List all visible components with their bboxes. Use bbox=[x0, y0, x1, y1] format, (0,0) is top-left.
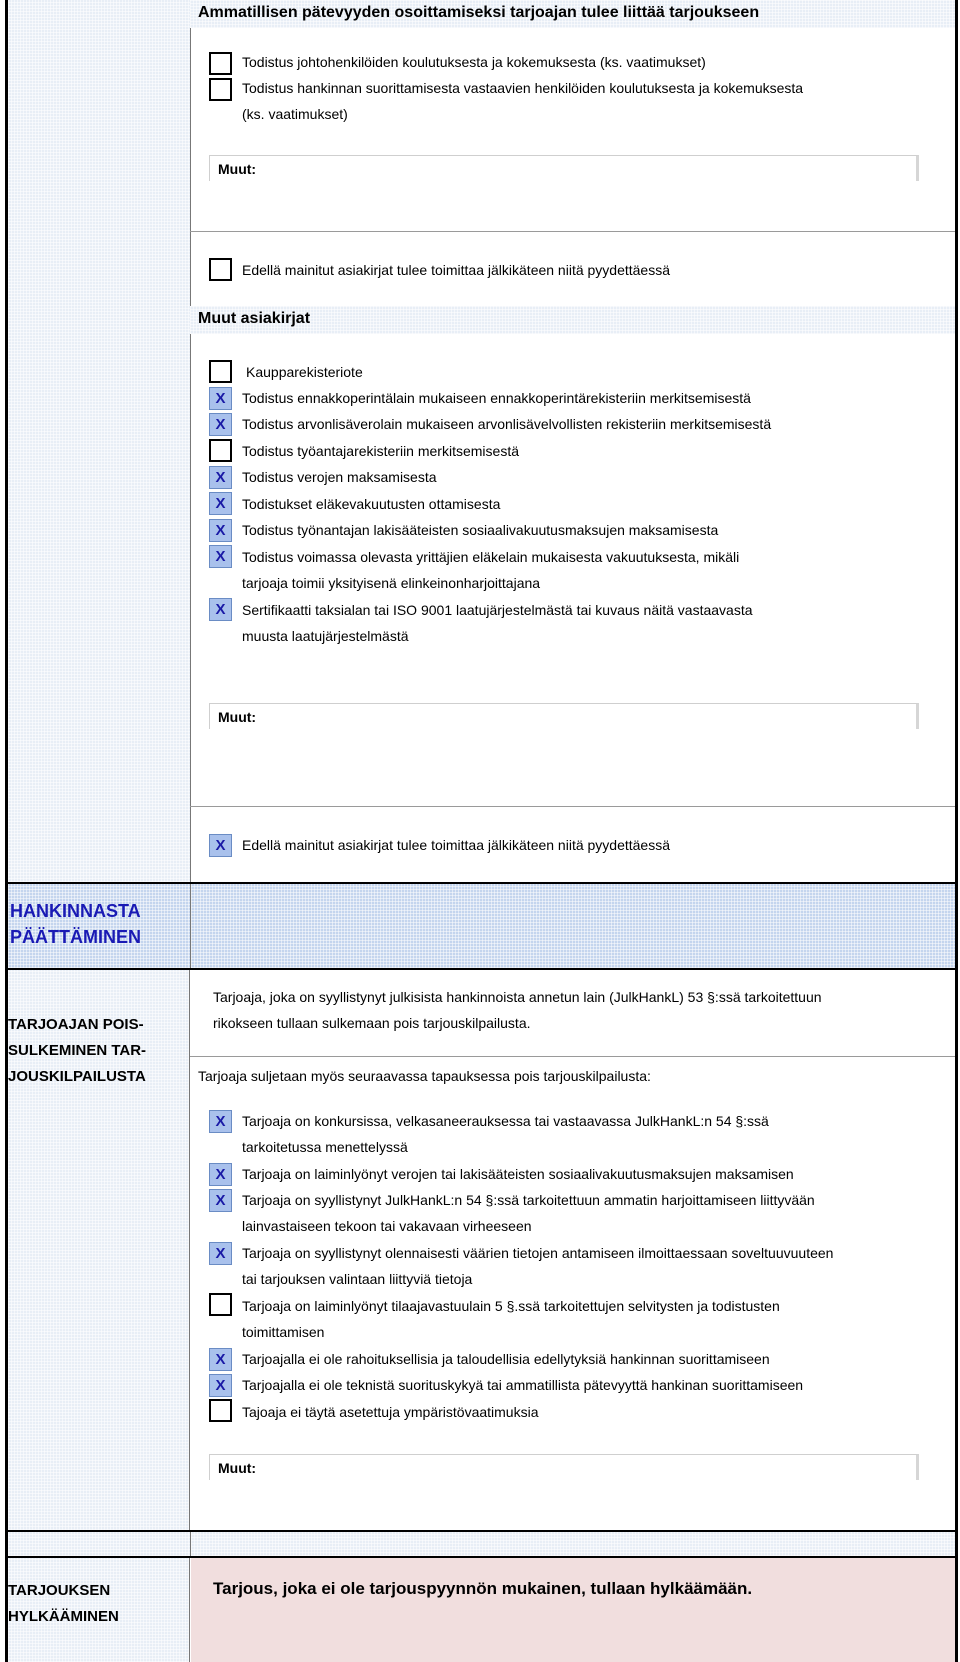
exclusion-also: Tarjoaja suljetaan myös seuraavassa tapauksessa pois tarjouskilpailusta: bbox=[198, 1068, 651, 1084]
item-quality-certificate: Sertifikaatti taksialan tai ISO 9001 laatujärjestelmästä tai kuvaus näitä vastaavasta bbox=[242, 602, 753, 618]
divider bbox=[190, 806, 955, 807]
checkbox-contractor-liability[interactable] bbox=[209, 1293, 232, 1316]
checkbox-employer-register[interactable] bbox=[209, 439, 232, 462]
item-technical-capacity: Tarjoajalla ei ole teknistä suorituskykyä tai ammatillista pätevyyttä hankinan suorittamiseen bbox=[242, 1377, 804, 1393]
item-bankruptcy-continued: tarkoitetussa menettelyssä bbox=[242, 1139, 408, 1155]
item-contractor-liability-continued: toimittamisen bbox=[242, 1324, 325, 1340]
checkbox-environmental[interactable] bbox=[209, 1399, 232, 1422]
item-social-security: Todistus työnantajan lakisääteisten sosiaalivakuutusmaksujen maksamisesta bbox=[242, 522, 719, 538]
decision-title-line2: PÄÄTTÄMINEN bbox=[10, 927, 141, 947]
checkbox-false-information[interactable]: X bbox=[209, 1242, 232, 1265]
item-bankruptcy: Tarjoaja on konkursissa, velkasaneerauksessa tai vastaavassa JulkHankL:n 54 §:ssä bbox=[242, 1113, 769, 1129]
checkbox-bankruptcy[interactable]: X bbox=[209, 1110, 232, 1133]
decision-header-bg bbox=[5, 884, 955, 968]
divider bbox=[190, 884, 191, 968]
divider bbox=[190, 1056, 955, 1057]
checkbox-trade-register[interactable] bbox=[209, 360, 232, 383]
item-professional-misconduct-continued: lainvastaiseen tekoon tai vakavaan virheeseen bbox=[242, 1218, 532, 1234]
section-title-professional: Ammatillisen pätevyyden osoittamiseksi tarjoajan tulee liittää tarjoukseen bbox=[198, 4, 760, 21]
item-trade-register: Kaupparekisteriote bbox=[246, 364, 363, 380]
exclusion-label-line1: TARJOAJAN POIS- bbox=[8, 1016, 144, 1033]
rejection-text-cell bbox=[191, 1558, 955, 1662]
item-staff-training: Todistus hankinnan suorittamisesta vastaavien henkilöiden koulutuksesta ja kokemuksesta bbox=[242, 80, 804, 96]
item-entrepreneur-pension-continued: tarjoaja toimii yksityisenä elinkeinonharjoittajana bbox=[242, 575, 541, 591]
item-false-information-continued: tai tarjouksen valintaan liittyviä tietoja bbox=[242, 1271, 473, 1287]
item-tax-payment: Todistus verojen maksamisesta bbox=[242, 469, 437, 485]
checkbox-prepayment-register[interactable]: X bbox=[209, 387, 232, 410]
item-contractor-liability: Tarjoaja on laiminlyönyt tilaajavastuulain 5 §.ssä tarkoitettujen selvitysten ja todistusten bbox=[242, 1298, 780, 1314]
item-environmental: Tajoaja ei täytä asetettuja ympäristövaatimuksia bbox=[242, 1404, 539, 1420]
checkbox-unpaid-taxes[interactable]: X bbox=[209, 1163, 232, 1186]
exclusion-intro-line2: rikokseen tullaan sulkemaan pois tarjouskilpailusta. bbox=[213, 1015, 531, 1031]
checkbox-pension-insurance[interactable]: X bbox=[209, 492, 232, 515]
exclusion-label-line2: SULKEMINEN TAR- bbox=[8, 1042, 147, 1059]
rejection-label-line2: HYLKÄÄMINEN bbox=[8, 1608, 119, 1625]
item-professional-misconduct: Tarjoaja on syyllistynyt JulkHankL:n 54 §:ssä tarkoitettuun ammatin harjoittamiseen liittyvään bbox=[242, 1192, 815, 1208]
item-entrepreneur-pension: Todistus voimassa olevasta yrittäjien eläkelain mukaisesta vakuutuksesta, mikäli bbox=[242, 549, 740, 565]
muut-field-exclusion[interactable]: Muut: bbox=[209, 1454, 919, 1480]
item-pension-insurance: Todistukset eläkevakuutusten ottamisesta bbox=[242, 496, 501, 512]
checkbox-management-training[interactable] bbox=[209, 52, 232, 75]
divider bbox=[190, 231, 955, 232]
muut-field-other-docs[interactable]: Muut: bbox=[209, 703, 919, 729]
checkbox-deliver-later-other-docs[interactable]: X bbox=[209, 834, 232, 857]
checkbox-entrepreneur-pension[interactable]: X bbox=[209, 545, 232, 568]
decision-title-line1: HANKINNASTA bbox=[10, 901, 141, 921]
checkbox-tax-payment[interactable]: X bbox=[209, 466, 232, 489]
left-label-column bbox=[5, 0, 191, 882]
divider bbox=[190, 1532, 191, 1556]
rejection-label-line1: TARJOUKSEN bbox=[8, 1582, 111, 1599]
checkbox-technical-capacity[interactable]: X bbox=[209, 1374, 232, 1397]
exclusion-intro-line1: Tarjoaja, joka on syyllistynyt julkisista hankinnoista annetun lain (JulkHankL) 53 §:ssä tarkoitettuun bbox=[213, 989, 822, 1005]
item-management-training: Todistus johtohenkilöiden koulutuksesta ja kokemuksesta (ks. vaatimukset) bbox=[242, 54, 706, 70]
item-deliver-later-professional: Edellä mainitut asiakirjat tulee toimittaa jälkikäteen niitä pyydettäessä bbox=[242, 262, 671, 278]
section-band bbox=[5, 1532, 955, 1556]
checkbox-professional-misconduct[interactable]: X bbox=[209, 1189, 232, 1212]
item-employer-register: Todistus työantajarekisteriin merkitsemisestä bbox=[242, 443, 519, 459]
checkbox-quality-certificate[interactable]: X bbox=[209, 598, 232, 621]
rejection-text: Tarjous, joka ei ole tarjouspyynnön mukainen, tullaan hylkäämään. bbox=[213, 1579, 753, 1598]
section-title-other-docs: Muut asiakirjat bbox=[198, 310, 311, 327]
item-prepayment-register: Todistus ennakkoperintälain mukaiseen ennakkoperintärekisteriin merkitsemisestä bbox=[242, 390, 751, 406]
right-border bbox=[955, 0, 958, 1662]
checkbox-vat-register[interactable]: X bbox=[209, 413, 232, 436]
checkbox-social-security[interactable]: X bbox=[209, 519, 232, 542]
checkbox-staff-training[interactable] bbox=[209, 78, 232, 101]
item-vat-register: Todistus arvonlisäverolain mukaiseen arvonlisävelvollisten rekisteriin merkitsemisestä bbox=[242, 416, 772, 432]
item-deliver-later-other-docs: Edellä mainitut asiakirjat tulee toimittaa jälkikäteen niitä pyydettäessä bbox=[242, 837, 671, 853]
item-unpaid-taxes: Tarjoaja on laiminlyönyt verojen tai lakisääteisten sosiaalivakuutusmaksujen maksamisen bbox=[242, 1166, 794, 1182]
exclusion-label-line3: JOUSKILPAILUSTA bbox=[8, 1068, 146, 1085]
checkbox-financial-capacity[interactable]: X bbox=[209, 1348, 232, 1371]
item-quality-certificate-continued: muusta laatujärjestelmästä bbox=[242, 628, 409, 644]
checkbox-deliver-later-professional[interactable] bbox=[209, 258, 232, 281]
muut-field-professional[interactable]: Muut: bbox=[209, 155, 919, 181]
item-staff-training-continued: (ks. vaatimukset) bbox=[242, 106, 348, 122]
item-false-information: Tarjoaja on syyllistynyt olennaisesti väärien tietojen antamiseen ilmoittaessaan soveltuuvuuteen bbox=[242, 1245, 834, 1261]
item-financial-capacity: Tarjoajalla ei ole rahoituksellisia ja taloudellisia edellytyksiä hankinnan suorittamiseen bbox=[242, 1351, 770, 1367]
